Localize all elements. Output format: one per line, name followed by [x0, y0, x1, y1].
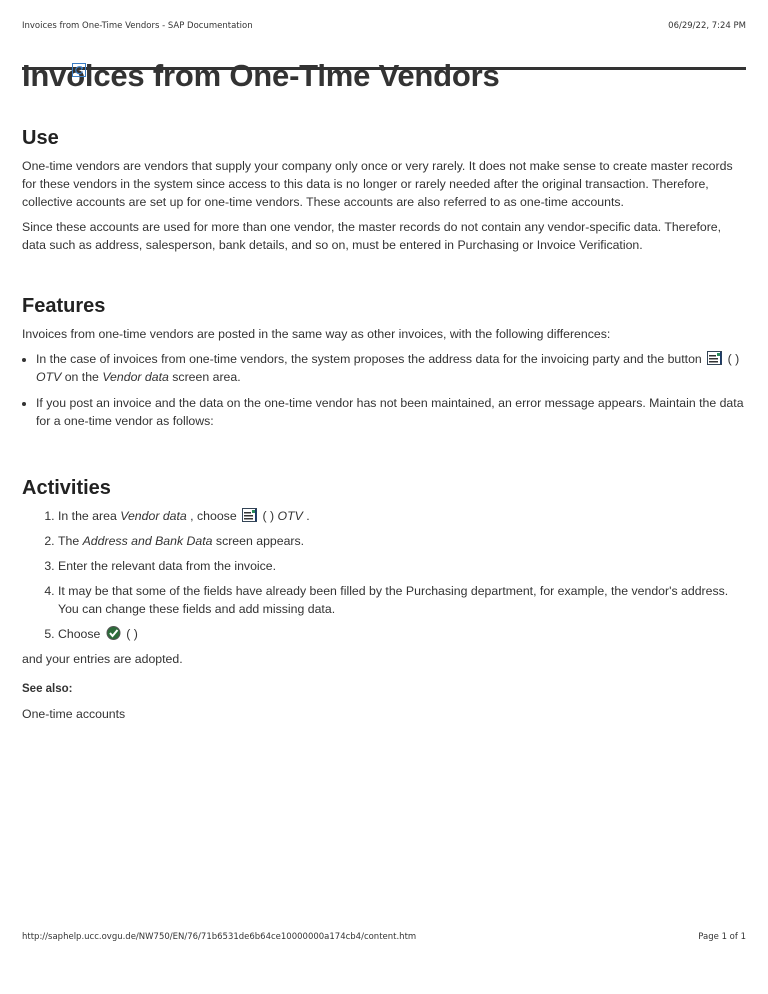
see-also-label: See also: — [22, 683, 73, 695]
list-item: 2. The Address and Bank Data screen appears. — [58, 532, 746, 550]
print-footer-page: Page 1 of 1 — [698, 932, 746, 942]
features-intro: Invoices from one-time vendors are posted in the same way as other invoices, with the following differences: — [22, 327, 611, 341]
list-item: • If you post an invoice and the data on the one-time vendor has not been maintained, an error message appears. Maintain the data for a one-time vendor as follows: — [36, 394, 746, 430]
otv-button-icon — [242, 508, 257, 522]
checkmark-icon — [106, 626, 121, 640]
activities-steps — [22, 507, 746, 643]
heading-features: Features — [22, 295, 106, 317]
section-activities — [22, 476, 746, 723]
otv-button-icon — [707, 351, 722, 365]
print-footer-url: http://saphelp.ucc.ovgu.de/NW750/EN/76/71b6531de6b64ce10000000a174cb4/content.htm — [22, 932, 417, 942]
section-features — [22, 294, 746, 430]
features-list — [22, 350, 746, 430]
main-content — [22, 126, 746, 723]
heading-activities: Activities — [22, 477, 111, 499]
list-item: 3. Enter the relevant data from the invoice. — [58, 557, 746, 575]
use-paragraph-2: Since these accounts are used for more than one vendor, the master records do not contain any vendor-specific data. Therefore, data such as address, salesperson, bank details, and so on, must be entered in Purchasing or Invoice Verification. — [22, 220, 722, 252]
list-item: 4. It may be that some of the fields have already been filled by the Purchasing department, for example, the vendor's address. You can change these fields and add missing data. — [58, 582, 746, 618]
print-header-datetime: 06/29/22, 7:24 PM — [668, 21, 746, 31]
section-use — [22, 126, 746, 254]
list-item: 5. Choose ( ) — [58, 625, 746, 643]
list-item: • In the case of invoices from one-time vendors, the system proposes the address data for the invoicing party and the button ( ) OTV on the Vendor data screen area. — [36, 350, 746, 386]
print-header-title: Invoices from One-Time Vendors - SAP Documentation — [22, 21, 253, 31]
one-time-accounts-link[interactable]: One-time accounts — [22, 707, 126, 721]
page-title: Invoices from One-Time Vendors — [22, 58, 500, 93]
list-item: 1. In the area Vendor data , choose ( ) OTV . — [58, 507, 746, 525]
heading-use: Use — [22, 127, 59, 149]
use-paragraph-1: One-time vendors are vendors that supply your company only once or very rarely. It does not make sense to create master records for these vendors in the system since access to this data is no longer or rarely needed after the original transaction. Therefore, collective accounts are set up for one-time vendors. These accounts are also referred to as one-time accounts. — [22, 159, 733, 209]
anchor-icon[interactable] — [72, 63, 86, 77]
activities-after: and your entries are adopted. — [22, 652, 183, 666]
